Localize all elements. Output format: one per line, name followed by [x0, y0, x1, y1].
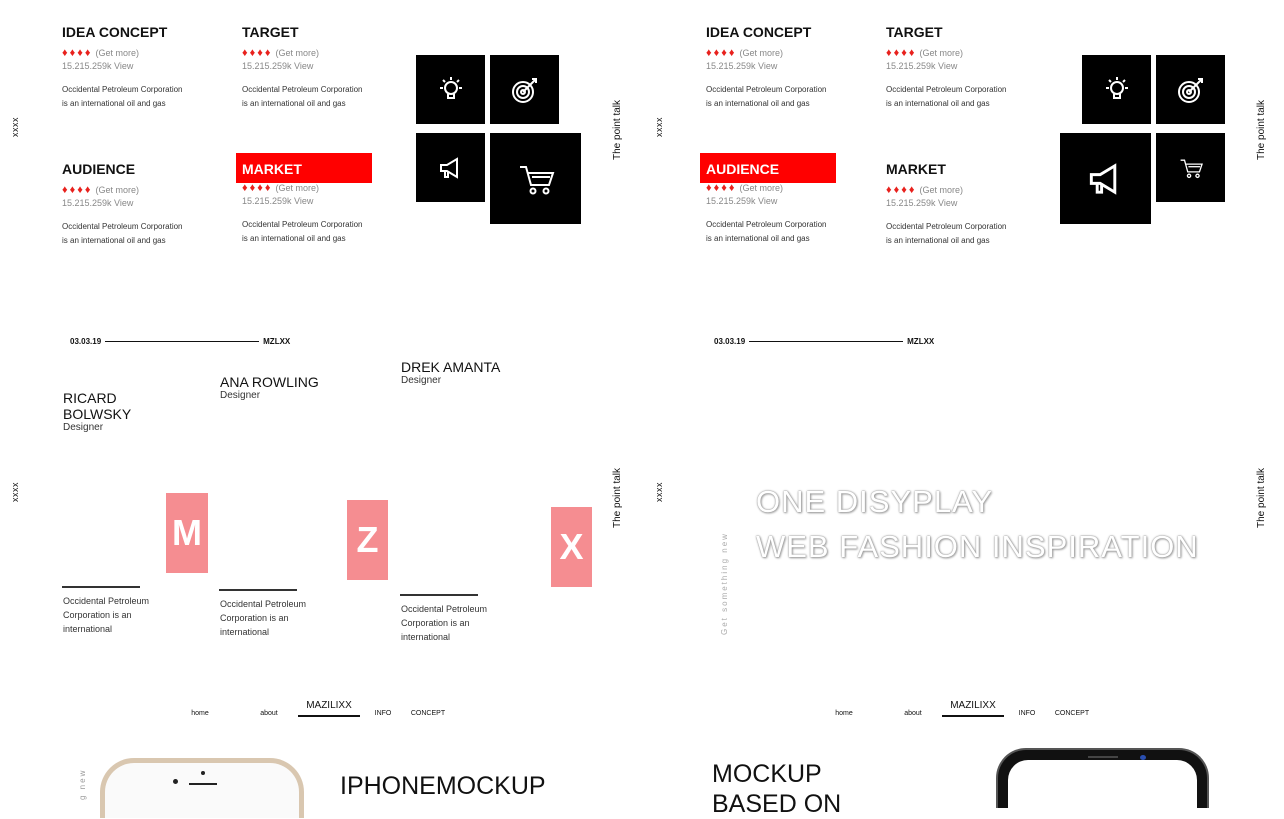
- nav-mazilixx[interactable]: MAZILIXX: [942, 700, 1004, 717]
- view-count: 15.215.259k View: [886, 198, 958, 208]
- feature-desc: Occidental Petroleum Corporation is an international oil and gas: [886, 222, 1007, 245]
- slide-features-1: [0, 0, 640, 345]
- flame-icon: ♦: [69, 184, 76, 196]
- feature-title-highlighted: MARKET: [236, 153, 372, 183]
- flame-icon: ♦: [901, 47, 907, 59]
- person-desc: Occidental Petroleum Corporation is an international: [63, 596, 150, 634]
- feature-idea-concept: [62, 22, 212, 111]
- speaker-icon: [189, 783, 217, 785]
- target-icon: [1156, 55, 1225, 124]
- flame-icon: ♦: [728, 182, 735, 194]
- feature-title: AUDIENCE: [62, 161, 136, 177]
- flame-icon: ♦: [84, 184, 91, 196]
- get-more-link[interactable]: (Get more): [95, 185, 140, 195]
- flame-icon: ♦: [886, 184, 892, 196]
- side-title: The point talk: [1256, 99, 1267, 160]
- date: 03.03.19: [70, 337, 102, 346]
- divider: [749, 341, 903, 342]
- lightbulb-icon: [416, 55, 485, 124]
- view-count: 15.215.259k View: [62, 198, 134, 208]
- rating: [886, 184, 1036, 196]
- flame-icon: ♦: [242, 182, 248, 194]
- rating: [62, 47, 212, 59]
- letter-block: Z: [347, 500, 388, 580]
- flame-icon: ♦: [713, 182, 720, 194]
- feature-title-highlighted: AUDIENCE: [700, 153, 836, 183]
- get-more-link[interactable]: (Get more): [739, 48, 784, 58]
- rating: [706, 47, 856, 59]
- flame-icon: ♦: [264, 47, 271, 59]
- camera-icon: [173, 779, 178, 784]
- feature-desc: Occidental Petroleum Corporation is an international oil and gas: [706, 220, 827, 243]
- rating: [886, 47, 1036, 59]
- flame-icon: ♦: [62, 184, 68, 196]
- get-more-link[interactable]: (Get more): [919, 185, 964, 195]
- flame-icon: ♦: [264, 182, 271, 194]
- feature-idea-concept: [706, 22, 856, 111]
- view-count: 15.215.259k View: [62, 61, 134, 71]
- person-ana: ANA ROWLING Designer: [220, 374, 319, 401]
- side-label: xxxx: [654, 117, 664, 137]
- hero-vertical-tagline: Get something new: [720, 532, 729, 635]
- letter-block: M: [166, 493, 208, 573]
- feature-title: IDEA CONCEPT: [706, 24, 812, 40]
- nav-about[interactable]: about: [260, 710, 278, 717]
- flame-icon: ♦: [713, 47, 720, 59]
- nav-concept[interactable]: CONCEPT: [410, 710, 446, 717]
- feature-title: TARGET: [242, 24, 299, 40]
- iphone-image: [100, 758, 304, 818]
- nav-about[interactable]: about: [904, 710, 922, 717]
- camera-icon: [1140, 755, 1146, 760]
- flame-icon: ♦: [706, 47, 712, 59]
- android-phone-image: [996, 748, 1209, 808]
- nav-concept[interactable]: CONCEPT: [1054, 710, 1090, 717]
- flame-icon: ♦: [908, 184, 915, 196]
- get-more-link[interactable]: (Get more): [275, 183, 320, 193]
- side-label: xxxx: [10, 482, 20, 502]
- nav-mazilixx[interactable]: MAZILIXX: [298, 700, 360, 717]
- hero-headline-line2: WEB FASHION INSPIRATION: [756, 529, 1199, 564]
- side-title: The point talk: [612, 467, 623, 528]
- feature-desc: Occidental Petroleum Corporation is an international oil and gas: [242, 85, 363, 108]
- slide-android-mockup: [644, 684, 1284, 818]
- flame-icon: ♦: [893, 47, 900, 59]
- code: MZLXX: [263, 337, 291, 346]
- dateline: [70, 337, 290, 346]
- flame-icon: ♦: [908, 47, 915, 59]
- flame-icon: ♦: [249, 182, 256, 194]
- mockup-title: IPHONEMOCKUP: [340, 772, 546, 800]
- feature-title: IDEA CONCEPT: [62, 24, 168, 40]
- view-count: 15.215.259k View: [886, 61, 958, 71]
- date: 03.03.19: [714, 337, 746, 346]
- person-desc: Occidental Petroleum Corporation is an international: [220, 599, 307, 637]
- feature-title: MARKET: [886, 161, 946, 177]
- feature-target: [242, 22, 392, 111]
- flame-icon: ♦: [721, 47, 727, 59]
- megaphone-icon: [1060, 133, 1151, 224]
- slide-team: [0, 320, 640, 670]
- feature-desc: Occidental Petroleum Corporation is an international oil and gas: [706, 85, 827, 108]
- divider: [219, 589, 297, 591]
- hero-headline-line1: ONE DISYPLAY: [756, 484, 994, 519]
- divider: [62, 586, 140, 588]
- rating: [242, 182, 392, 194]
- flame-icon: ♦: [77, 184, 83, 196]
- view-count: 15.215.259k View: [242, 61, 314, 71]
- slide-iphone-mockup: [0, 684, 640, 800]
- feature-market: [886, 159, 1036, 248]
- top-nav: [834, 700, 1092, 717]
- feature-desc: Occidental Petroleum Corporation is an international oil and gas: [62, 85, 183, 108]
- flame-icon: ♦: [69, 47, 76, 59]
- nav-home[interactable]: home: [835, 710, 853, 717]
- slide-hero: [644, 320, 1284, 670]
- person-drek: DREK AMANTA Designer: [401, 359, 501, 386]
- letter-block: X: [551, 507, 592, 587]
- nav-home[interactable]: home: [191, 710, 209, 717]
- flame-icon: ♦: [257, 47, 263, 59]
- rating: [242, 47, 392, 59]
- feature-title: TARGET: [886, 24, 943, 40]
- nav-info[interactable]: INFO: [1018, 710, 1036, 717]
- cart-icon: [1156, 133, 1225, 202]
- flame-icon: ♦: [62, 47, 68, 59]
- side-title: The point talk: [1256, 467, 1267, 528]
- feature-desc: Occidental Petroleum Corporation is an international oil and gas: [886, 85, 1007, 108]
- phone-screen: [1008, 760, 1197, 808]
- nav-info[interactable]: INFO: [374, 710, 392, 717]
- view-count: 15.215.259k View: [706, 61, 778, 71]
- view-count: 15.215.259k View: [706, 196, 778, 206]
- rating: [62, 184, 212, 196]
- rating: [706, 182, 856, 194]
- flame-icon: ♦: [249, 47, 256, 59]
- feature-market: [242, 159, 392, 246]
- side-label: xxxx: [654, 482, 664, 502]
- flame-icon: ♦: [77, 47, 83, 59]
- side-label: xxxx: [10, 117, 20, 137]
- divider: [105, 341, 259, 342]
- divider: [400, 594, 478, 596]
- mockup-title: MOCKUP BASED ON: [712, 760, 842, 818]
- feature-desc: Occidental Petroleum Corporation is an international oil and gas: [62, 222, 183, 245]
- flame-icon: ♦: [84, 47, 91, 59]
- person-role: Designer: [220, 390, 261, 401]
- target-icon: [490, 55, 559, 124]
- view-count: 15.215.259k View: [242, 196, 314, 206]
- flame-icon: ♦: [893, 184, 900, 196]
- get-more-link[interactable]: (Get more): [275, 48, 320, 58]
- flame-icon: ♦: [901, 184, 907, 196]
- slide-features-2: [644, 0, 1284, 345]
- speaker-icon: [1088, 756, 1118, 758]
- flame-icon: ♦: [886, 47, 892, 59]
- person-role: Designer: [63, 422, 104, 433]
- get-more-link[interactable]: (Get more): [739, 183, 784, 193]
- feature-target: [886, 22, 1036, 111]
- code: MZLXX: [907, 337, 935, 346]
- person-role: Designer: [401, 375, 442, 386]
- get-more-link[interactable]: (Get more): [919, 48, 964, 58]
- person-desc: Occidental Petroleum Corporation is an international: [401, 604, 488, 642]
- vertical-tagline: g new: [78, 768, 87, 800]
- flame-icon: ♦: [728, 47, 735, 59]
- feature-audience: [62, 159, 212, 248]
- flame-icon: ♦: [257, 182, 263, 194]
- sensor-icon: [201, 771, 205, 775]
- dateline: [714, 337, 934, 346]
- person-ricard: RICARD BOLWSKY Designer: [63, 390, 132, 433]
- flame-icon: ♦: [721, 182, 727, 194]
- flame-icon: ♦: [706, 182, 712, 194]
- flame-icon: ♦: [242, 47, 248, 59]
- megaphone-icon: [416, 133, 485, 202]
- feature-audience: [706, 159, 856, 246]
- cart-icon: [490, 133, 581, 224]
- get-more-link[interactable]: (Get more): [95, 48, 140, 58]
- side-title: The point talk: [612, 99, 623, 160]
- lightbulb-icon: [1082, 55, 1151, 124]
- top-nav: [190, 700, 448, 717]
- feature-desc: Occidental Petroleum Corporation is an international oil and gas: [242, 220, 363, 243]
